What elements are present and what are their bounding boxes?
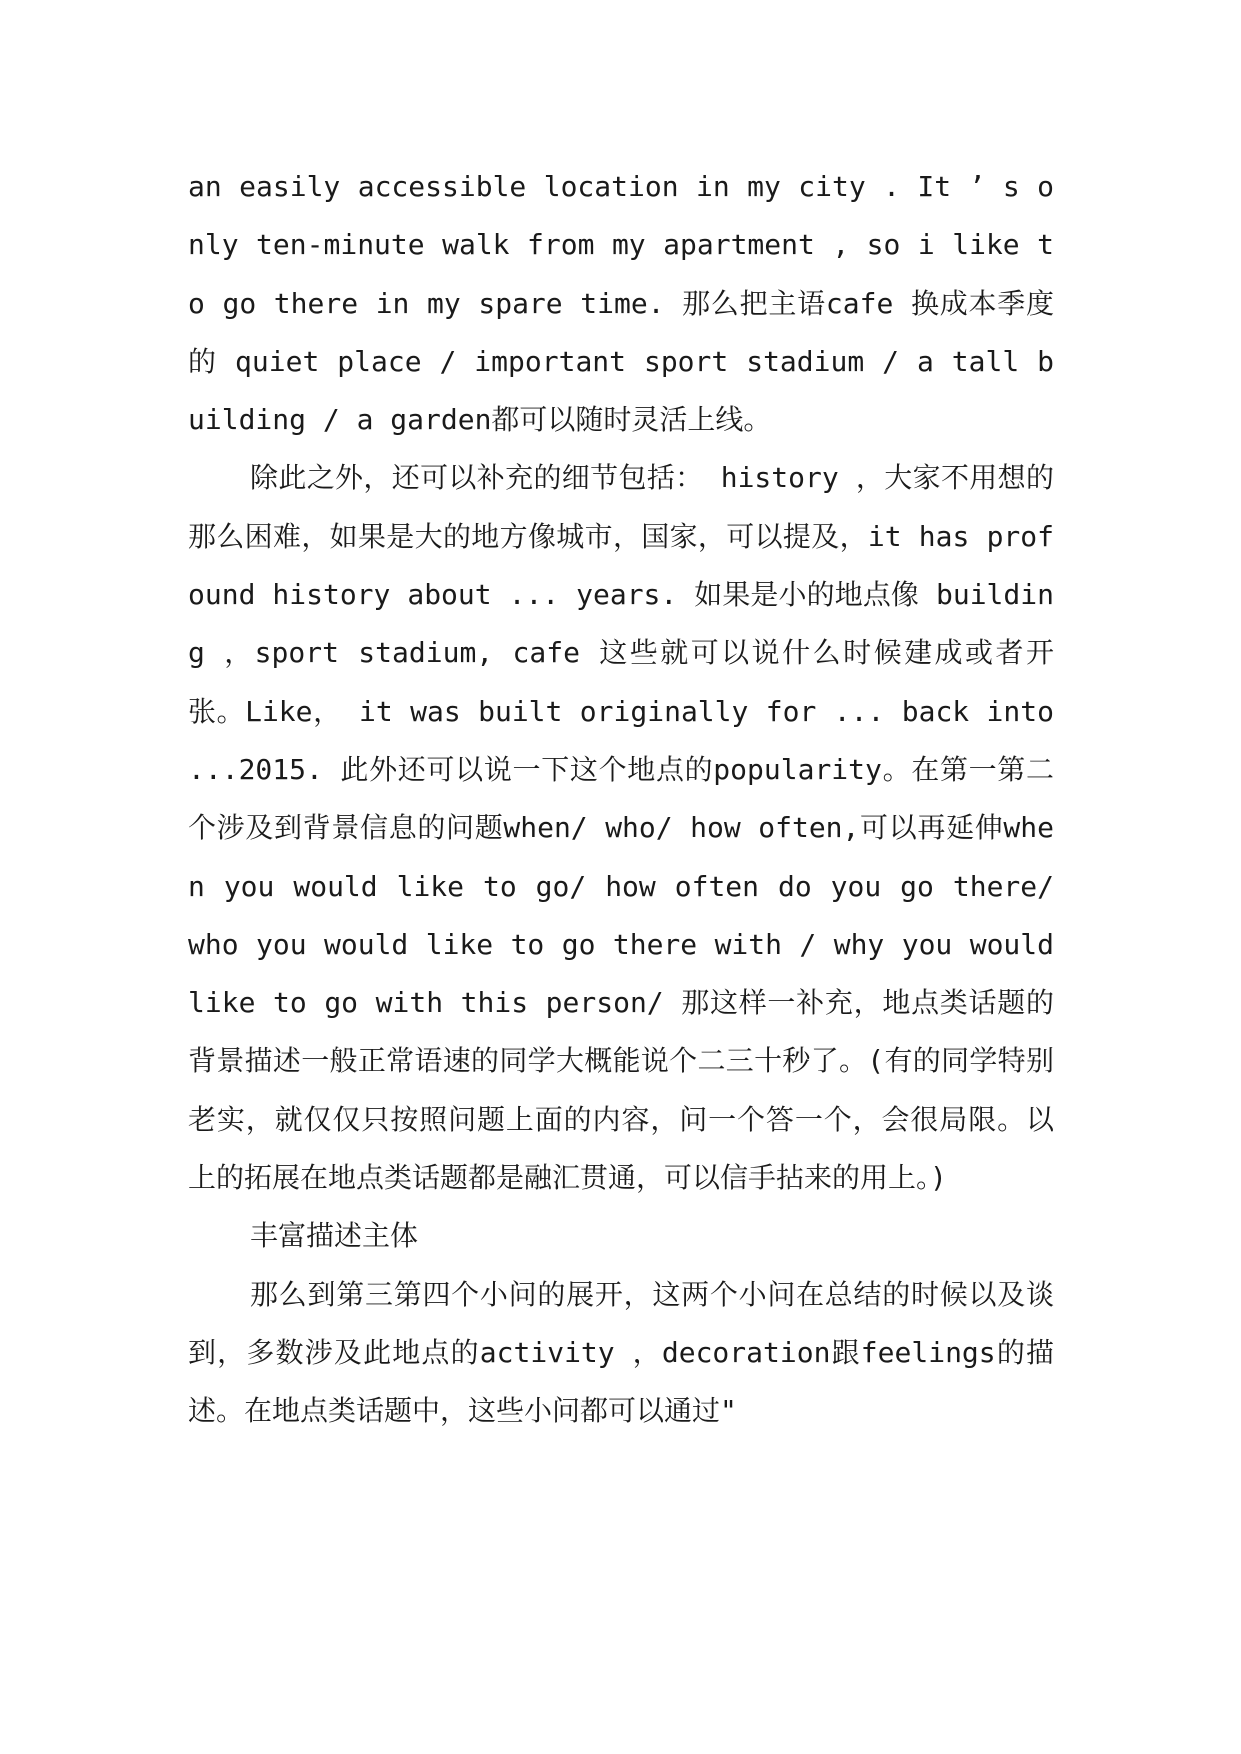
section-heading: 丰富描述主体 (250, 1219, 419, 1253)
document-body (188, 158, 1054, 1441)
paragraph-extra-details: 除此之外，还可以补充的细节包括： history ，大家不用想的那么困难，如果是大的地方像城市，国家，可以提及，it has profound history about ... years. 如果是小的地点像 building ，sport stadium, cafe 这些就可以说什么时候建成或者开张。Like， it was built originally for ... back into ...2015. 此外还可以说一下这个地点的popularity。在第一第二个涉及到背景信息的问题when/ who/ how often,可以再延伸when you would like to go/ how often do you go there/ who you would like to go there with / why you would like to go with this person/ 那这样一补充，地点类话题的背景描述一般正常语速的同学大概能说个二三十秒了。(有的同学特别老实，就仅仅只按照问题上面的内容，问一个答一个，会很局限。以上的拓展在地点类话题都是融汇贯通，可以信手拈来的用上。) (188, 461, 1054, 1195)
paragraph-location-intro: an easily accessible location in my city . It ’ s only ten-minute walk from my apartment , so i like to go there in my spare time. 那么把主语cafe 换成本季度的 quiet place / important sport stadium / a tall building / a garden都可以随时灵活上线。 (188, 170, 1054, 437)
paragraph-describe-subject: 那么到第三第四个小问的展开，这两个小问在总结的时候以及谈到，多数涉及此地点的activity ，decoration跟feelings的描述。在地点类话题中，这些小问都可以通过" (188, 1277, 1054, 1428)
